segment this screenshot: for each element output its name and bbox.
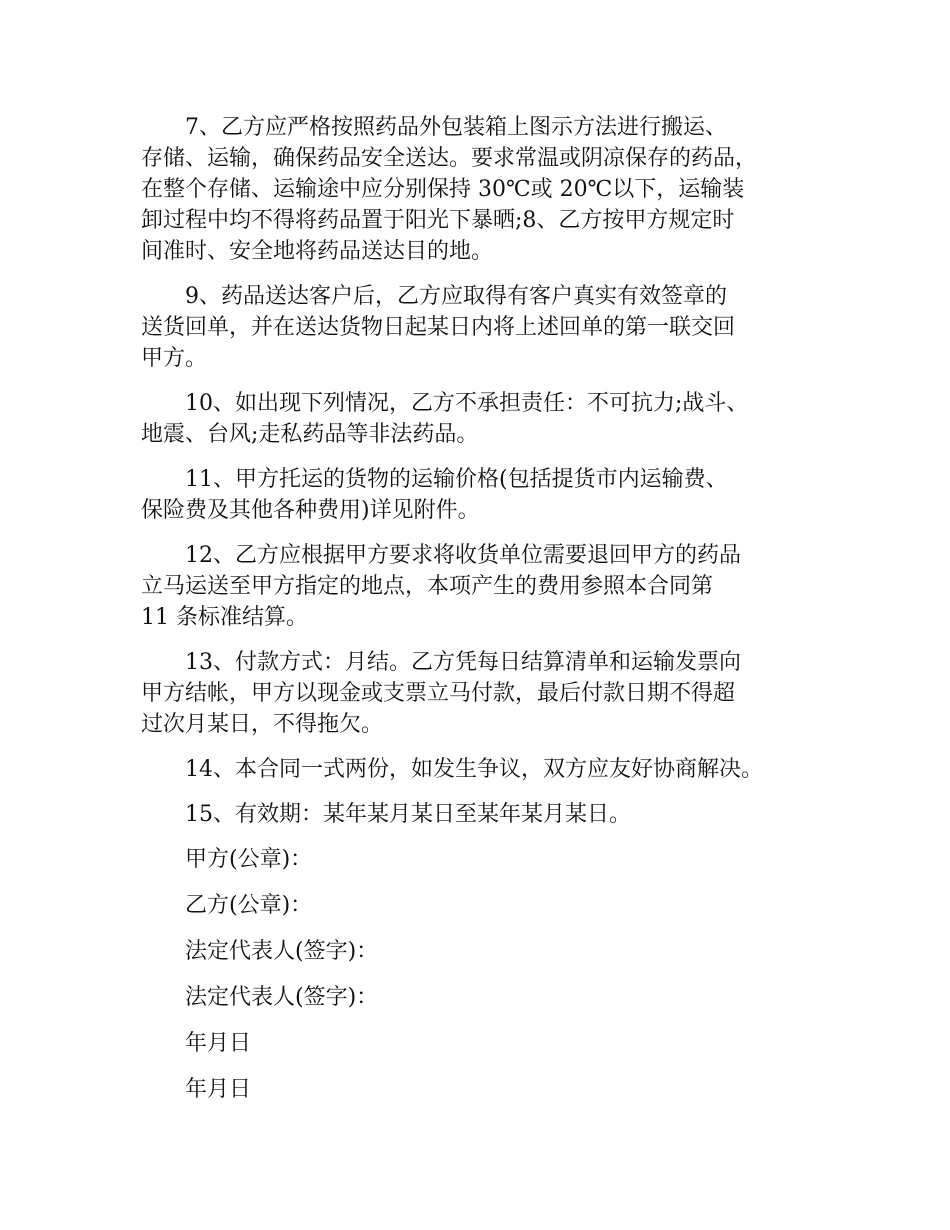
clause-7 bbox=[141, 112, 821, 267]
clause-line: 保险费及其他各种费用)详见附件。 bbox=[141, 498, 480, 523]
clause-11 bbox=[141, 464, 821, 526]
clause-line: 9、药品送达客户后，乙方应取得有客户真实有效签章的 bbox=[185, 284, 727, 309]
clause-line: 卸过程中均不得将药品置于阳光下暴晒;8、乙方按甲方规定时 bbox=[141, 208, 735, 233]
date-line-a: 年月日 bbox=[185, 1031, 252, 1056]
clause-line: 立马运送至甲方指定的地点，本项产生的费用参照本合同第 bbox=[141, 574, 714, 599]
clause-line: 13、付款方式：月结。乙方凭每日结算清单和运输发票向 bbox=[185, 650, 741, 675]
clause-line: 间准时、安全地将药品送达目的地。 bbox=[141, 239, 494, 264]
clause-line: 送货回单，并在送达货物日起某日内将上述回单的第一联交回 bbox=[141, 315, 736, 340]
clause-10 bbox=[141, 388, 821, 450]
clause-line: 14、本合同一式两份，如发生争议，双方应友好协商解决。 bbox=[185, 757, 763, 782]
document-page bbox=[141, 112, 821, 1120]
clause-line: 地震、台风;走私药品等非法药品。 bbox=[141, 422, 479, 447]
clause-line: 12、乙方应根据甲方要求将收货单位需要退回甲方的药品 bbox=[185, 543, 741, 568]
clause-line: 存储、运输，确保药品安全送达。要求常温或阴凉保存的药品， bbox=[141, 146, 758, 171]
clause-line: 15、有效期：某年某月某日至某年某月某日。 bbox=[185, 802, 631, 827]
party-b-seal-line: 乙方(公章)： bbox=[185, 893, 313, 918]
clause-9 bbox=[141, 281, 821, 374]
clause-13 bbox=[141, 647, 821, 740]
date-line-b: 年月日 bbox=[185, 1077, 252, 1102]
clause-line: 11、甲方托运的货物的运输价格(包括提货市内运输费、 bbox=[185, 467, 728, 492]
party-a-seal-line: 甲方(公章)： bbox=[185, 847, 313, 872]
clause-line: 11 条标准结算。 bbox=[141, 605, 308, 630]
clause-12 bbox=[141, 540, 821, 633]
legal-rep-signature-line-a: 法定代表人(签字)： bbox=[185, 939, 379, 964]
clause-line: 在整个存储、运输途中应分别保持 30℃或 20℃以下，运输装 bbox=[141, 177, 745, 202]
clause-15 bbox=[141, 799, 821, 830]
clause-line: 过次月某日，不得拖欠。 bbox=[141, 712, 384, 737]
clause-line: 甲方。 bbox=[141, 346, 208, 371]
clause-14 bbox=[141, 754, 821, 785]
clause-line: 7、乙方应严格按照药品外包装箱上图示方法进行搬运、 bbox=[185, 115, 727, 140]
legal-rep-signature-line-b: 法定代表人(签字)： bbox=[185, 985, 379, 1010]
clause-line: 10、如出现下列情况，乙方不承担责任：不可抗力;战斗、 bbox=[185, 391, 749, 416]
clause-line: 甲方结帐，甲方以现金或支票立马付款，最后付款日期不得超 bbox=[141, 681, 736, 706]
